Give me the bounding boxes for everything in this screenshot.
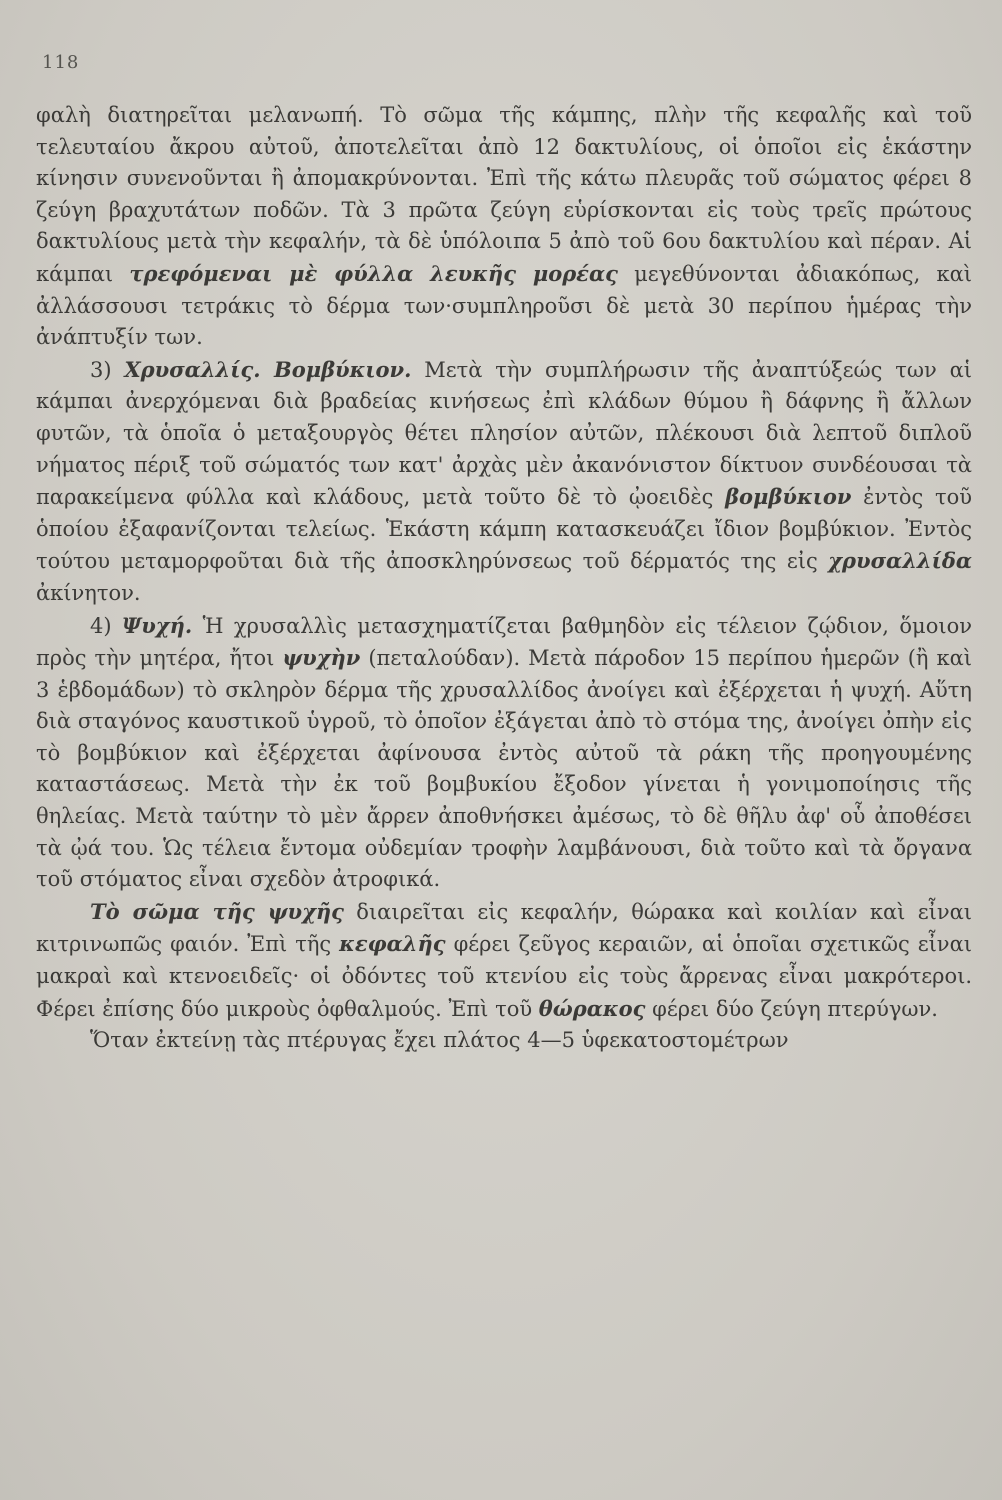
text-segment: Μετὰ τὴν συμπλήρωσιν τῆς ἀναπτύξεώς των αἱ κάμπαι ἀνερχόμεναι διὰ βραδείας κινήσεως ἐπὶ κλάδων θύμου ἢ δάφνης ἢ ἄλλων φυτῶν, τὰ ὁποῖα ὁ μεταξουργὸς θέτει πλησίον αὐτῶν, πλέκουσι διὰ λεπτοῦ διπλοῦ νήματος πέριξ τοῦ σώματός των κατ' ἀρχὰς μὲν ἀκανόνιστον δίκτυον συνδέουσαι τὰ παρακείμενα φύλλα καὶ κλάδους, μετὰ τοῦτο δὲ τὸ ᾠοειδὲς <box>36 357 972 510</box>
emphasis-segment: ψυχὴν <box>282 645 361 671</box>
paragraph-moth <box>36 610 972 896</box>
page-number: 118 <box>42 52 80 73</box>
text-segment: μεγεθύνονται ἀδιακόπως, καὶ ἀλλάσσουσι τετράκις τὸ δέρμα των·συμπληροῦσι δὲ μετὰ 30 περίπου ἡμέρας τὴν ἀνάπτυξίν των. <box>36 261 972 350</box>
emphasis-segment: βομβύκιον <box>725 484 852 510</box>
text-segment: ἀκίνητον. <box>36 580 141 605</box>
paragraph-moth-body <box>36 896 972 1025</box>
text-segment: φαλὴ διατηρεῖται μελανωπή. Τὸ σῶμα τῆς κάμπης, πλὴν τῆς κεφαλῆς καὶ τοῦ τελευταίου ἄκρου αὐτοῦ, ἀποτελεῖται ἀπὸ 12 δακτυλίους, οἱ ὁποῖοι εἰς ἑκάστην κίνησιν συνενοῦνται ἢ ἀπομακρύνονται. Ἐπὶ τῆς κάτω πλευρᾶς τοῦ σώματος φέρει 8 ζεύγη βραχυτάτων ποδῶν. Τὰ 3 πρῶτα ζεύγη εὑρίσκονται εἰς τοὺς τρεῖς πρώτους δακτυλίους μετὰ τὴν κεφαλήν, τὰ δὲ ὑπόλοιπα 5 ἀπὸ τοῦ 6ου δακτυλίου καὶ πέραν. Αἱ κάμπαι <box>36 103 972 286</box>
text-segment: Ὅταν ἐκτείνῃ τὰς πτέρυγας ἔχει πλάτος 4—5 ὑφεκατοστομέτρων <box>90 1028 789 1053</box>
paragraph-caterpillar <box>36 100 972 354</box>
text-segment: Ἡ χρυσαλλὶς μετασχηματίζεται βαθμηδὸν εἰς τέλειον ζῴδιον, ὅμοιον πρὸς τὴν μητέρα, ἤτοι <box>36 613 972 671</box>
text-segment: φέρει δύο ζεύγη πτερύγων. <box>645 996 938 1021</box>
paragraph-chrysalis <box>36 354 972 610</box>
text-segment: 4) <box>90 613 123 638</box>
section-heading: Ψυχή. <box>122 612 193 638</box>
text-segment: ἐντὸς τοῦ ὁποίου ἐξαφανίζονται τελείως. Ἑκάστη κάμπη κατασκευάζει ἴδιον βομβύκιον. Ἐντὸς τούτου μεταμορφοῦται διὰ τῆς ἀποσκληρύνσεως τοῦ δέρματός της εἰς <box>36 485 972 574</box>
emphasis-segment: Τὸ σῶμα τῆς ψυχῆς <box>90 898 344 924</box>
emphasis-segment: τρεφόμεναι μὲ φύλλα λευκῆς μορέας <box>129 260 618 286</box>
emphasis-segment: θώρακος <box>538 995 646 1021</box>
section-heading: Χρυσαλλίς. Βομβύκιον. <box>124 356 412 382</box>
text-segment: φέρει ζεῦγος κεραιῶν, αἱ ὁποῖαι σχετικῶς εἶναι μακραὶ καὶ κτενοειδεῖς· οἱ ὀδόντες τοῦ κτενίου εἰς τοὺς ἄρρενας εἶναι μακρότεροι. Φέρει ἐπίσης δύο μικροὺς ὀφθαλμούς. Ἐπὶ τοῦ <box>36 932 972 1021</box>
emphasis-segment: κεφαλῆς <box>339 931 446 957</box>
page-body-text <box>36 100 972 1057</box>
text-segment: 3) <box>90 357 125 382</box>
paragraph-wingspan <box>36 1025 972 1057</box>
text-segment: (πεταλούδαν). Μετὰ πάροδον 15 περίπου ἡμερῶν (ἢ καὶ 3 ἑβδομάδων) τὸ σκληρὸν δέρμα τῆς χρυσαλλίδος ἀνοίγει καὶ ἐξέρχεται ἡ ψυχή. Αὕτη διὰ σταγόνος καυστικοῦ ὑγροῦ, τὸ ὁποῖον ἐξάγεται ἀπὸ τὸ στόμα της, ἀνοίγει ὀπὴν εἰς τὸ βομβύκιον καὶ ἐξέρχεται ἀφίνουσα ἐντὸς αὐτοῦ τὰ ράκη τῆς προηγουμένης καταστάσεως. Μετὰ τὴν ἐκ τοῦ βομβυκίου ἔξοδον γίνεται ἡ γονιμοποίησις τῆς θηλείας. Μετὰ ταύτην τὸ μὲν ἄρρεν ἀποθνήσκει ἀμέσως, τὸ δὲ θῆλυ ἀφ' οὗ ἀποθέσει τὰ ᾠά του. Ὡς τέλεια ἔντομα οὐδεμίαν τροφὴν λαμβάνουσι, διὰ τοῦτο καὶ τὰ ὄργανα τοῦ στόματος εἶναι σχεδὸν ἀτροφικά. <box>36 646 972 892</box>
emphasis-segment: χρυσαλλίδα <box>828 548 972 574</box>
text-segment: διαιρεῖται εἰς κεφαλήν, θώρακα καὶ κοιλίαν καὶ εἶναι κιτρινωπῶς φαιόν. Ἐπὶ τῆς <box>36 899 973 957</box>
